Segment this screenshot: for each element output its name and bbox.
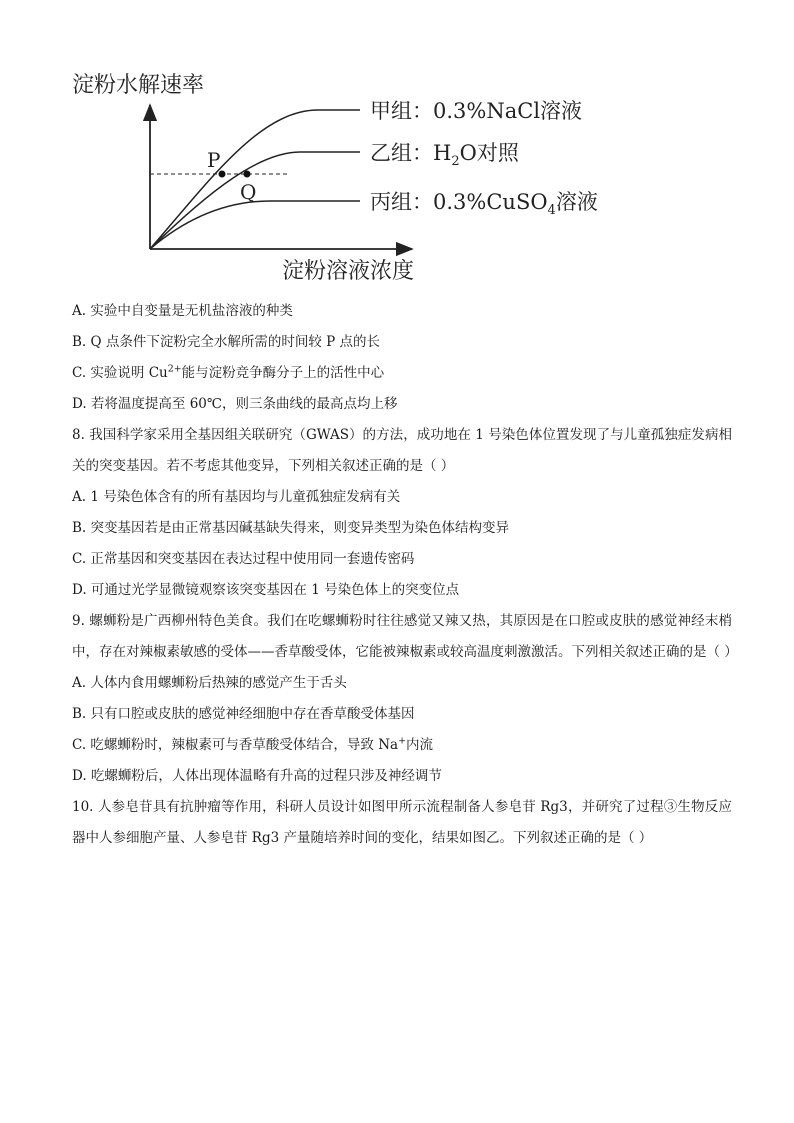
y-axis-label: 淀粉水解速率 [72,73,205,98]
q8-stem: 8. 我国科学家采用全基因组关联研究（GWAS）的方法，成功地在 1 号染色体位置发现了与儿童孤独症发病相关的突变基因。若不考虑其他变异，下列相关叙述正确的是（ ） [72,427,732,474]
point-q-marker [244,171,251,178]
q9-option-a: A. 人体内食用螺蛳粉后热辣的感觉产生于舌头 [72,675,347,691]
q9-option-c: C. 吃螺蛳粉时，辣椒素可与香草酸受体结合，导致 Na+内流 [72,735,434,753]
q7-option-a: A. 实验中自变量是无机盐溶液的种类 [72,303,293,319]
q7-option-d: D. 若将温度提高至 60℃，则三条曲线的最高点均上移 [72,396,398,412]
x-axis-label: 淀粉溶液浓度 [282,259,415,284]
q10-stem: 10. 人参皂苷具有抗肿瘤等作用，科研人员设计如图甲所示流程制备人参皂苷 Rg3，并研究了过程③生物反应器中人参细胞产量、人参皂苷 Rg3 产量随培养时间的变化，结果如图乙。下列叙述正确的是（ ） [72,799,732,846]
legend-yi: 乙组：$H_2O$对照 [370,141,519,169]
point-q-label: Q [240,180,257,204]
q8-option-b: B. 突变基因若是由正常基因碱基缺失得来，则变异类型为染色体结构变异 [72,520,510,536]
q9-option-d: D. 吃螺蛳粉后，人体出现体温略有升高的过程只涉及神经调节 [72,768,442,784]
starch-hydrolysis-figure [60,60,620,290]
point-p-label: P [207,148,221,172]
q7-option-b: B. Q 点条件下淀粉完全水解所需的时间较 P 点的长 [72,334,381,350]
legend-jia: 甲组：0.3%NaCl溶液 [370,99,583,123]
question-content [72,296,738,854]
q8-option-c: C. 正常基因和突变基因在表达过程中使用同一套遗传密码 [72,551,415,567]
q7-option-c: C. 实验说明 $Cu^{2+}$能与淀粉竞争酶分子上的活性中心 [72,363,385,381]
figure-svg [60,60,620,290]
q8-option-d: D. 可通过光学显微镜观察该突变基因在 1 号染色体上的突变位点 [72,582,460,598]
legend-bing: 丙组：0.3%CuSO$_4$溶液 [370,190,598,218]
q9-stem: 9. 螺蛳粉是广西柳州特色美食。我们在吃螺蛳粉时往往感觉又辣又热，其原因是在口腔或皮肤的感觉神经末梢中，存在对辣椒素敏感的受体——香草酸受体，它能被辣椒素或较高温度刺激激活。下列相关叙述正确的是（ ） [72,613,738,660]
curve-bing [150,201,360,249]
q9-option-b: B. 只有口腔或皮肤的感觉神经细胞中存在香草酸受体基因 [72,706,415,722]
q8-option-a: A. 1 号染色体含有的所有基因均与儿童孤独症发病有关 [72,489,401,505]
